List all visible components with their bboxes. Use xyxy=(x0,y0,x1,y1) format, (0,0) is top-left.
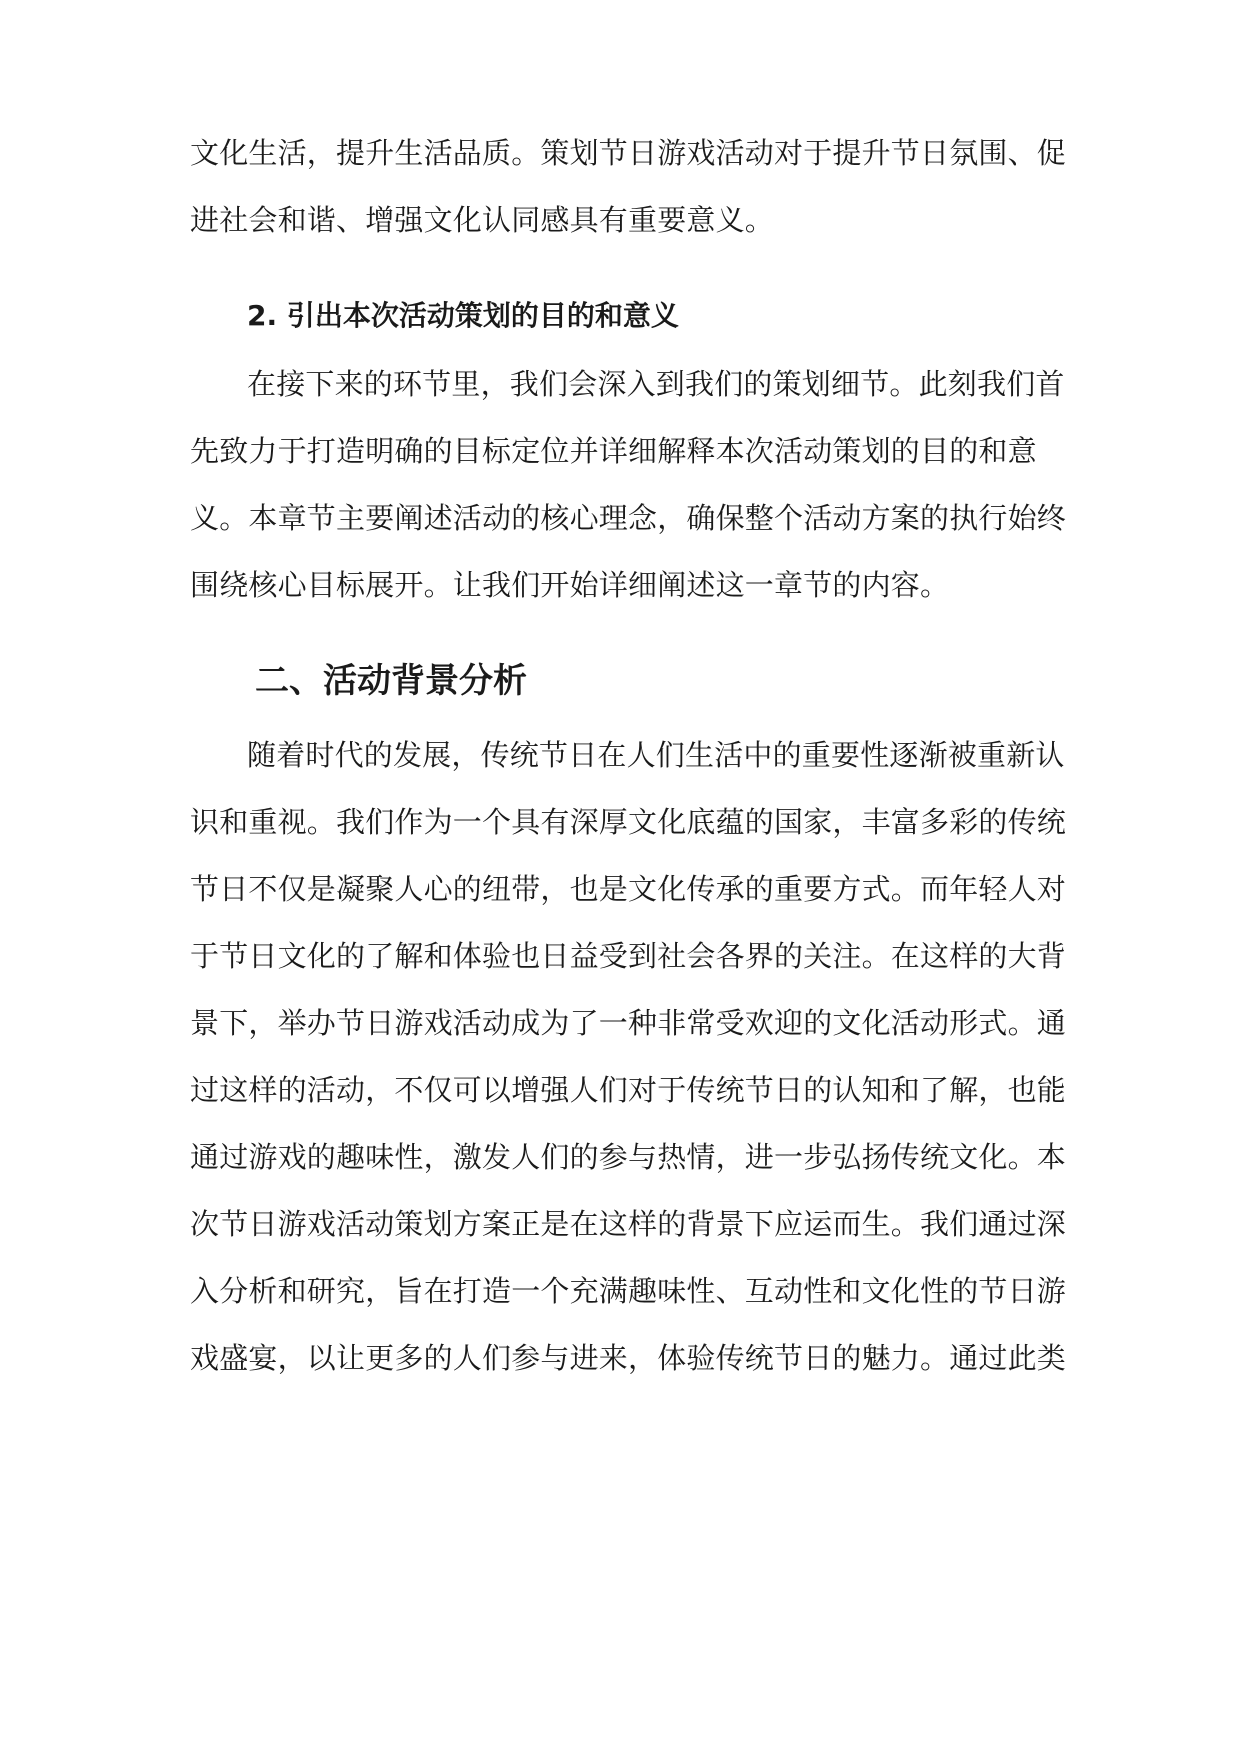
subsection-line-4: 围绕核心目标展开。让我们开始详细阐述这一章节的内容。 xyxy=(190,568,950,602)
section-line-1: 随着时代的发展，传统节日在人们生活中的重要性逐渐被重新认 xyxy=(247,738,1065,772)
section-line-3: 节日不仅是凝聚人心的纽带，也是文化传承的重要方式。而年轻人对 xyxy=(190,872,1067,906)
subsection-heading: 2. 引出本次活动策划的目的和意义 xyxy=(247,299,679,332)
section-line-2: 识和重视。我们作为一个具有深厚文化底蕴的国家，丰富多彩的传统 xyxy=(190,805,1067,839)
section-line-9: 入分析和研究，旨在打造一个充满趣味性、互动性和文化性的节日游 xyxy=(190,1274,1067,1308)
intro-line-1: 文化生活，提升生活品质。策划节日游戏活动对于提升节日氛围、促 xyxy=(190,136,1067,170)
section-line-8: 次节日游戏活动策划方案正是在这样的背景下应运而生。我们通过深 xyxy=(190,1207,1067,1241)
subsection-line-1: 在接下来的环节里，我们会深入到我们的策划细节。此刻我们首 xyxy=(247,367,1065,401)
section-line-4: 于节日文化的了解和体验也日益受到社会各界的关注。在这样的大背 xyxy=(190,939,1067,973)
section-line-5: 景下，举办节日游戏活动成为了一种非常受欢迎的文化活动形式。通 xyxy=(190,1006,1067,1040)
subsection-line-3: 义。本章节主要阐述活动的核心理念，确保整个活动方案的执行始终 xyxy=(190,501,1067,535)
section-heading: 二、活动背景分析 xyxy=(255,661,527,701)
section-line-7: 通过游戏的趣味性，激发人们的参与热情，进一步弘扬传统文化。本 xyxy=(190,1140,1067,1174)
subsection-line-2: 先致力于打造明确的目标定位并详细解释本次活动策划的目的和意 xyxy=(190,434,1037,468)
section-line-6: 过这样的活动，不仅可以增强人们对于传统节日的认知和了解，也能 xyxy=(190,1073,1067,1107)
intro-line-2: 进社会和谐、增强文化认同感具有重要意义。 xyxy=(190,203,775,237)
section-line-10: 戏盛宴，以让更多的人们参与进来，体验传统节日的魅力。通过此类 xyxy=(190,1341,1067,1375)
